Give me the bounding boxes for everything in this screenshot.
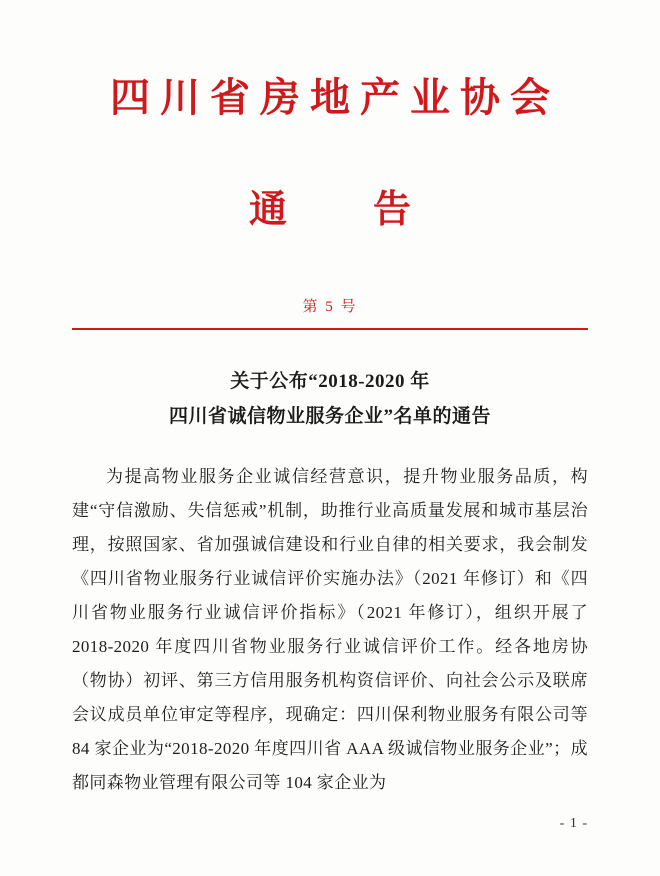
document-title-line-2: 四川省诚信物业服务企业”名单的通告: [168, 406, 491, 428]
page-number: - 1 -: [559, 816, 588, 831]
document-title-line-1: 关于公布“2018-2020 年: [230, 371, 430, 392]
body-paragraph: 为提高物业服务企业诚信经营意识，提升物业服务品质，构建“守信激励、失信惩戒”机制，助推行业高质量发展和城市基层治理，按照国家、省加强诚信建设和行业自律的相关要求，我会制发《四川省物业服务行业诚信评价实施办法》（2021 年修订）和《四川省物业服务行业诚信评价指标》（2021 年修订），组织开展了 2018-2020 年度四川省物业服务行业诚信评价工作。经各地房协（物协）初评、第三方信用服务机构资信评价、向社会公示及联席会议成员单位审定等程序，现确定：四川保利物业服务有限公司等 84 家企业为“2018-2020 年度四川省 AAA 级诚信物业服务企业”；成都同森物业管理有限公司等 104 家企业为: [72, 467, 588, 793]
document-issuer-heading: 四川省房地产业协会: [110, 74, 560, 121]
red-divider-rule: [72, 328, 588, 330]
document-type-heading: 通 告: [248, 186, 435, 231]
document-title: [72, 364, 588, 434]
document-number: 第 5 号: [302, 299, 358, 315]
document-body: [72, 460, 588, 800]
